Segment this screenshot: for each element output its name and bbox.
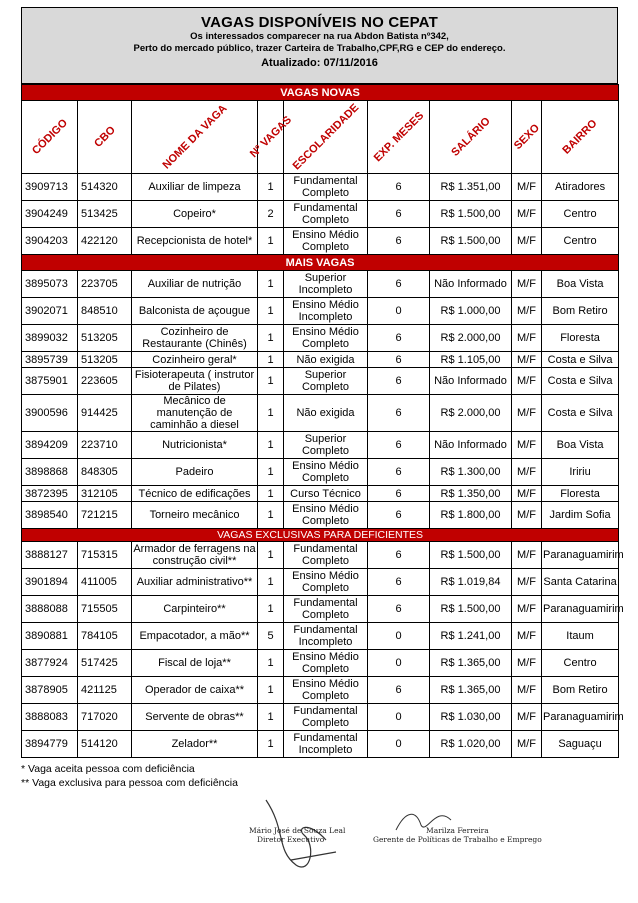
- cell-escolaridade: Ensino Médio Completo: [284, 325, 368, 352]
- cell-num-vagas: 1: [258, 325, 284, 352]
- cell-bairro: Floresta: [542, 486, 619, 502]
- cell-bairro: Costa e Silva: [542, 395, 619, 432]
- table-row: [22, 298, 619, 325]
- cell-num-vagas: 1: [258, 368, 284, 395]
- column-header-escolaridade: [284, 101, 368, 174]
- section-title: MAIS VAGAS: [22, 255, 619, 271]
- cell-nome-da-vaga: Recepcionista de hotel*: [132, 228, 258, 255]
- table-row: [22, 432, 619, 459]
- table-row: [22, 596, 619, 623]
- cell-bairro: Centro: [542, 201, 619, 228]
- cell-salario: R$ 1.020,00: [430, 731, 512, 758]
- cell-exp-meses: 6: [368, 271, 430, 298]
- cell-bairro: Paranaguamirim: [542, 542, 619, 569]
- cell-escolaridade: Ensino Médio Completo: [284, 502, 368, 529]
- cell-codigo: 3872395: [22, 486, 78, 502]
- cell-nome-da-vaga: Mecânico de manutenção de caminhão a diesel: [132, 395, 258, 432]
- cell-sexo: M/F: [512, 731, 542, 758]
- cell-exp-meses: 6: [368, 325, 430, 352]
- column-header-label: Nº VAGAS: [247, 113, 294, 161]
- cell-exp-meses: 6: [368, 174, 430, 201]
- cell-exp-meses: 6: [368, 569, 430, 596]
- cell-salario: Não Informado: [430, 432, 512, 459]
- cell-exp-meses: 6: [368, 432, 430, 459]
- cell-codigo: 3888088: [22, 596, 78, 623]
- cell-num-vagas: 1: [258, 677, 284, 704]
- cell-exp-meses: 0: [368, 704, 430, 731]
- cell-nome-da-vaga: Copeiro*: [132, 201, 258, 228]
- cell-escolaridade: Superior Completo: [284, 432, 368, 459]
- table-row: [22, 271, 619, 298]
- cell-bairro: Costa e Silva: [542, 352, 619, 368]
- cell-salario: R$ 1.500,00: [430, 596, 512, 623]
- cell-sexo: M/F: [512, 271, 542, 298]
- cell-nome-da-vaga: Técnico de edificações: [132, 486, 258, 502]
- signature-director: Mário José de Souza Leal Diretor Executivo: [249, 826, 346, 844]
- cell-exp-meses: 6: [368, 395, 430, 432]
- cell-exp-meses: 6: [368, 201, 430, 228]
- cell-escolaridade: Ensino Médio Completo: [284, 677, 368, 704]
- cell-codigo: 3875901: [22, 368, 78, 395]
- column-header-label: SEXO: [511, 121, 542, 153]
- section-heading-row: [22, 255, 619, 271]
- cell-nome-da-vaga: Zelador**: [132, 731, 258, 758]
- cell-bairro: Centro: [542, 650, 619, 677]
- cell-salario: R$ 1.500,00: [430, 201, 512, 228]
- cell-escolaridade: Superior Completo: [284, 368, 368, 395]
- cell-bairro: Centro: [542, 228, 619, 255]
- cell-cbo: 715505: [78, 596, 132, 623]
- cell-salario: R$ 1.350,00: [430, 486, 512, 502]
- cell-escolaridade: Ensino Médio Completo: [284, 228, 368, 255]
- cell-salario: R$ 1.241,00: [430, 623, 512, 650]
- cell-nome-da-vaga: Padeiro: [132, 459, 258, 486]
- cell-codigo: 3904249: [22, 201, 78, 228]
- footnotes: [21, 762, 618, 790]
- cell-salario: R$ 1.000,00: [430, 298, 512, 325]
- table-row: [22, 174, 619, 201]
- cell-sexo: M/F: [512, 486, 542, 502]
- cell-exp-meses: 6: [368, 486, 430, 502]
- cell-cbo: 848305: [78, 459, 132, 486]
- cell-escolaridade: Superior Incompleto: [284, 271, 368, 298]
- cell-nome-da-vaga: Balconista de açougue: [132, 298, 258, 325]
- cell-exp-meses: 6: [368, 677, 430, 704]
- column-header-label: SALÁRIO: [448, 115, 493, 159]
- cell-cbo: 411005: [78, 569, 132, 596]
- cell-salario: R$ 1.105,00: [430, 352, 512, 368]
- documents-line: Perto do mercado público, trazer Carteira de Trabalho,CPF,RG e CEP do endereço.: [133, 43, 506, 54]
- cell-num-vagas: 1: [258, 271, 284, 298]
- cell-num-vagas: 1: [258, 569, 284, 596]
- table-row: [22, 325, 619, 352]
- column-header-label: BAIRRO: [560, 117, 600, 157]
- cell-escolaridade: Fundamental Incompleto: [284, 731, 368, 758]
- table-row: [22, 352, 619, 368]
- footnote-double-asterisk: ** Vaga exclusiva para pessoa com deficiência: [21, 777, 238, 789]
- cell-sexo: M/F: [512, 298, 542, 325]
- cell-num-vagas: 1: [258, 174, 284, 201]
- cell-sexo: M/F: [512, 228, 542, 255]
- cell-sexo: M/F: [512, 352, 542, 368]
- column-header-salario: [430, 101, 512, 174]
- cell-escolaridade: Fundamental Completo: [284, 174, 368, 201]
- cell-bairro: Jardim Sofia: [542, 502, 619, 529]
- table-row: [22, 502, 619, 529]
- cell-escolaridade: Não exigida: [284, 395, 368, 432]
- cell-sexo: M/F: [512, 677, 542, 704]
- cell-cbo: 513205: [78, 325, 132, 352]
- cell-cbo: 717020: [78, 704, 132, 731]
- vacancy-table: [21, 84, 624, 758]
- cell-salario: R$ 1.500,00: [430, 542, 512, 569]
- cell-escolaridade: Fundamental Completo: [284, 542, 368, 569]
- cell-sexo: M/F: [512, 542, 542, 569]
- cell-escolaridade: Ensino Médio Completo: [284, 569, 368, 596]
- address-line: Os interessados comparecer na rua Abdon Batista nº342,: [190, 31, 449, 42]
- cell-cbo: 223605: [78, 368, 132, 395]
- cell-sexo: M/F: [512, 325, 542, 352]
- cell-num-vagas: 1: [258, 228, 284, 255]
- cell-num-vagas: 1: [258, 704, 284, 731]
- cell-salario: R$ 1.500,00: [430, 228, 512, 255]
- cell-codigo: 3902071: [22, 298, 78, 325]
- cell-nome-da-vaga: Carpinteiro**: [132, 596, 258, 623]
- table-row: [22, 704, 619, 731]
- column-header-cbo: [78, 101, 132, 174]
- cell-cbo: 513205: [78, 352, 132, 368]
- cell-codigo: 3894209: [22, 432, 78, 459]
- cell-cbo: 784105: [78, 623, 132, 650]
- cell-bairro: Saguaçu: [542, 731, 619, 758]
- cell-sexo: M/F: [512, 395, 542, 432]
- cell-nome-da-vaga: Cozinheiro geral*: [132, 352, 258, 368]
- cell-nome-da-vaga: Nutricionista*: [132, 432, 258, 459]
- cell-codigo: 3901894: [22, 569, 78, 596]
- cell-escolaridade: Fundamental Completo: [284, 201, 368, 228]
- cell-exp-meses: 6: [368, 352, 430, 368]
- cell-nome-da-vaga: Torneiro mecânico: [132, 502, 258, 529]
- cell-codigo: 3904203: [22, 228, 78, 255]
- column-header-codigo: [22, 101, 78, 174]
- cell-exp-meses: 0: [368, 623, 430, 650]
- cell-salario: R$ 1.300,00: [430, 459, 512, 486]
- table-row: [22, 368, 619, 395]
- cell-bairro: Paranaguamirim: [542, 704, 619, 731]
- cell-cbo: 914425: [78, 395, 132, 432]
- updated-date: Atualizado: 07/11/2016: [261, 57, 378, 69]
- cell-exp-meses: 0: [368, 298, 430, 325]
- column-header-label: ESCOLARIDADE: [290, 101, 361, 173]
- cell-escolaridade: Curso Técnico: [284, 486, 368, 502]
- cell-cbo: 514120: [78, 731, 132, 758]
- cell-escolaridade: Ensino Médio Incompleto: [284, 298, 368, 325]
- cell-nome-da-vaga: Armador de ferragens na construção civil**: [133, 543, 256, 567]
- cell-cbo: 421125: [78, 677, 132, 704]
- cell-nome-da-vaga: Auxiliar administrativo**: [132, 569, 258, 596]
- column-header-nome-da-vaga: [132, 101, 258, 174]
- cell-num-vagas: 2: [258, 201, 284, 228]
- cell-salario: Não Informado: [430, 271, 512, 298]
- cell-bairro: Iririu: [542, 459, 619, 486]
- cell-sexo: M/F: [512, 704, 542, 731]
- cell-codigo: 3877924: [22, 650, 78, 677]
- cell-bairro: Itaum: [542, 623, 619, 650]
- cell-sexo: M/F: [512, 596, 542, 623]
- signature-manager: Marilza Ferreira Gerente de Políticas de Trabalho e Emprego: [373, 826, 542, 844]
- table-row: [22, 569, 619, 596]
- cell-nome-da-vaga: Fisioterapeuta ( instrutor de Pilates): [132, 368, 258, 395]
- cell-codigo: 3898540: [22, 502, 78, 529]
- cell-cbo: 715315: [78, 542, 132, 569]
- table-row: [22, 228, 619, 255]
- cell-exp-meses: 6: [368, 228, 430, 255]
- column-header-label: CBO: [91, 124, 118, 150]
- cell-sexo: M/F: [512, 623, 542, 650]
- table-row: [22, 623, 619, 650]
- cell-exp-meses: 6: [368, 459, 430, 486]
- document-header: [21, 7, 618, 84]
- column-header-exp-meses: [368, 101, 430, 174]
- cell-cbo: 513425: [78, 201, 132, 228]
- cell-cbo: 223705: [78, 271, 132, 298]
- cell-salario: R$ 1.800,00: [430, 502, 512, 529]
- cell-salario: R$ 2.000,00: [430, 395, 512, 432]
- section-heading-row: [22, 85, 619, 101]
- cell-exp-meses: 0: [368, 731, 430, 758]
- section-heading-row: [22, 529, 619, 542]
- cell-nome-da-vaga: Fiscal de loja**: [132, 650, 258, 677]
- cell-sexo: M/F: [512, 174, 542, 201]
- cell-cbo: 848510: [78, 298, 132, 325]
- cell-codigo: 3895739: [22, 352, 78, 368]
- signature-area: [21, 790, 618, 880]
- cell-salario: R$ 1.365,00: [430, 650, 512, 677]
- cell-exp-meses: 6: [368, 502, 430, 529]
- cell-escolaridade: Ensino Médio Completo: [284, 650, 368, 677]
- cell-bairro: Boa Vista: [542, 271, 619, 298]
- cell-num-vagas: 1: [258, 432, 284, 459]
- cell-nome-da-vaga: Empacotador, a mão**: [132, 623, 258, 650]
- cell-cbo: 517425: [78, 650, 132, 677]
- table-row: [22, 201, 619, 228]
- table-row: [22, 459, 619, 486]
- cell-num-vagas: 1: [258, 352, 284, 368]
- cell-salario: R$ 1.351,00: [430, 174, 512, 201]
- cell-sexo: M/F: [512, 459, 542, 486]
- cell-bairro: Costa e Silva: [542, 368, 619, 395]
- cell-num-vagas: 1: [258, 298, 284, 325]
- cell-exp-meses: 0: [368, 650, 430, 677]
- cell-exp-meses: 6: [368, 368, 430, 395]
- cell-bairro: Paranaguamirim: [542, 596, 619, 623]
- table-row: [22, 486, 619, 502]
- cell-salario: R$ 1.365,00: [430, 677, 512, 704]
- cell-nome-da-vaga: Auxiliar de nutrição: [132, 271, 258, 298]
- cell-nome-da-vaga: Auxiliar de limpeza: [132, 174, 258, 201]
- cell-nome-da-vaga: Operador de caixa**: [132, 677, 258, 704]
- cell-salario: R$ 1.030,00: [430, 704, 512, 731]
- cell-num-vagas: 1: [258, 502, 284, 529]
- vacancy-document: [21, 7, 624, 880]
- cell-codigo: 3888083: [22, 704, 78, 731]
- cell-num-vagas: 1: [258, 542, 284, 569]
- column-header-label: NOME DA VAGA: [160, 102, 229, 172]
- cell-sexo: M/F: [512, 201, 542, 228]
- cell-codigo: 3900596: [22, 395, 78, 432]
- cell-bairro: Boa Vista: [542, 432, 619, 459]
- cell-num-vagas: 1: [258, 486, 284, 502]
- cell-cbo: 721215: [78, 502, 132, 529]
- cell-num-vagas: 1: [258, 650, 284, 677]
- cell-escolaridade: Não exigida: [284, 352, 368, 368]
- cell-exp-meses: 6: [368, 596, 430, 623]
- table-row: [22, 650, 619, 677]
- cell-codigo: 3894779: [22, 731, 78, 758]
- cell-codigo: 3909713: [22, 174, 78, 201]
- cell-salario: Não Informado: [430, 368, 512, 395]
- cell-codigo: 3899032: [22, 325, 78, 352]
- column-header-label: CÓDIGO: [29, 116, 70, 158]
- cell-sexo: M/F: [512, 569, 542, 596]
- section-title: VAGAS EXCLUSIVAS PARA DEFICIENTES: [22, 529, 619, 542]
- footnote-single-asterisk: * Vaga aceita pessoa com deficiência: [21, 763, 195, 775]
- cell-bairro: Floresta: [542, 325, 619, 352]
- column-header-label: EXP. MESES: [371, 109, 426, 165]
- table-row: [22, 677, 619, 704]
- cell-nome-da-vaga: Servente de obras**: [132, 704, 258, 731]
- cell-num-vagas: 1: [258, 395, 284, 432]
- cell-bairro: Atiradores: [542, 174, 619, 201]
- cell-sexo: M/F: [512, 650, 542, 677]
- cell-salario: R$ 1.019,84: [430, 569, 512, 596]
- document-title: VAGAS DISPONÍVEIS NO CEPAT: [201, 14, 438, 31]
- cell-codigo: 3898868: [22, 459, 78, 486]
- cell-sexo: M/F: [512, 432, 542, 459]
- table-row: [22, 395, 619, 432]
- cell-cbo: 514320: [78, 174, 132, 201]
- cell-bairro: Santa Catarina: [542, 569, 619, 596]
- cell-escolaridade: Fundamental Incompleto: [284, 623, 368, 650]
- cell-nome-da-vaga: Cozinheiro de Restaurante (Chinês): [132, 325, 258, 352]
- cell-codigo: 3895073: [22, 271, 78, 298]
- cell-bairro: Bom Retiro: [542, 677, 619, 704]
- cell-num-vagas: 1: [258, 731, 284, 758]
- cell-num-vagas: 1: [258, 596, 284, 623]
- column-header-row: [22, 101, 619, 174]
- cell-cbo: 312105: [78, 486, 132, 502]
- cell-sexo: M/F: [512, 502, 542, 529]
- column-header-sexo: [512, 101, 542, 174]
- cell-escolaridade: Fundamental Completo: [284, 596, 368, 623]
- cell-num-vagas: 5: [258, 623, 284, 650]
- cell-cbo: 223710: [78, 432, 132, 459]
- cell-exp-meses: 6: [368, 542, 430, 569]
- section-title: VAGAS NOVAS: [22, 85, 619, 101]
- table-row: [22, 731, 619, 758]
- cell-codigo: 3878905: [22, 677, 78, 704]
- column-header-num-vagas: [247, 101, 294, 174]
- cell-bairro: Bom Retiro: [542, 298, 619, 325]
- cell-codigo: 3888127: [22, 542, 78, 569]
- cell-codigo: 3890881: [22, 623, 78, 650]
- cell-sexo: M/F: [512, 368, 542, 395]
- cell-num-vagas: 1: [258, 459, 284, 486]
- table-row: [22, 542, 619, 569]
- cell-escolaridade: Fundamental Completo: [284, 704, 368, 731]
- cell-escolaridade: Ensino Médio Completo: [284, 459, 368, 486]
- cell-salario: R$ 2.000,00: [430, 325, 512, 352]
- cell-cbo: 422120: [78, 228, 132, 255]
- column-header-bairro: [542, 101, 619, 174]
